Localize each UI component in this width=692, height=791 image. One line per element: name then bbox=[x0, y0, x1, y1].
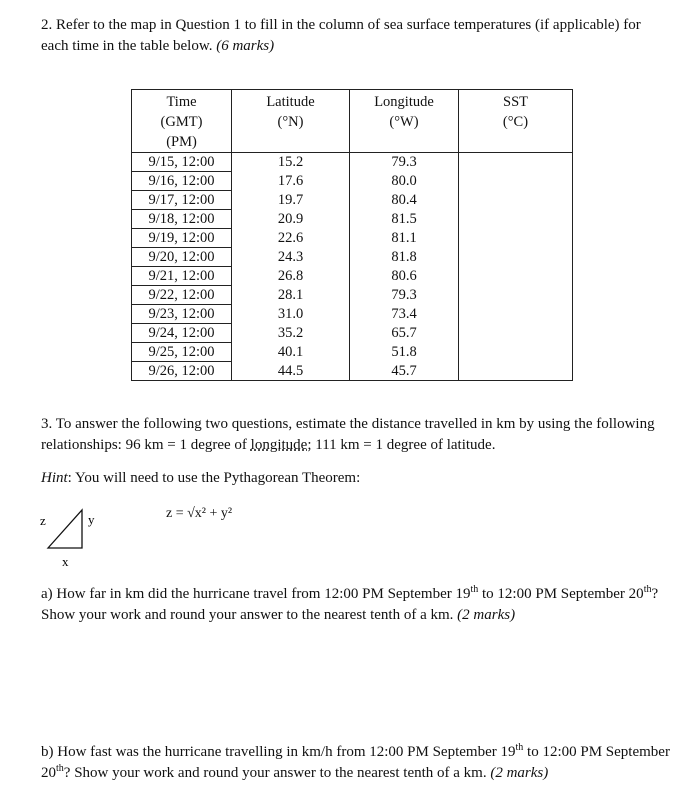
question-3-intro bbox=[41, 414, 671, 456]
table-cell: 9/18, 12:00 bbox=[132, 210, 232, 229]
header-line: Time bbox=[166, 94, 197, 110]
sst-input-cell[interactable] bbox=[459, 286, 573, 305]
table-row bbox=[132, 172, 573, 191]
table-cell: 9/16, 12:00 bbox=[132, 172, 232, 191]
pythagorean-formula: z = √x² + y² bbox=[166, 506, 233, 521]
sst-input-cell[interactable] bbox=[459, 267, 573, 286]
table-cell: 15.2 bbox=[232, 153, 350, 172]
table-row bbox=[132, 324, 573, 343]
header-line: SST bbox=[503, 94, 528, 110]
table-row bbox=[132, 191, 573, 210]
table-header-cell bbox=[232, 90, 350, 153]
question-3-text: 3. To answer the following two questions, estimate the distance travelled in km by using the following relationships: 96 km = 1 degree of bbox=[41, 416, 655, 453]
table-row bbox=[132, 153, 573, 172]
table-header-cell bbox=[459, 90, 573, 153]
sst-input-cell[interactable] bbox=[459, 210, 573, 229]
question-3a bbox=[41, 584, 671, 626]
table-row bbox=[132, 267, 573, 286]
table-cell: 40.1 bbox=[232, 343, 350, 362]
table-cell: 44.5 bbox=[232, 362, 350, 381]
table-cell: 79.3 bbox=[350, 286, 459, 305]
table-cell: 81.8 bbox=[350, 248, 459, 267]
qa-marks: (2 marks) bbox=[457, 607, 516, 623]
hint-label: Hint bbox=[41, 470, 68, 486]
header-line: (GMT) bbox=[160, 114, 203, 130]
qb-text-3: ? Show your work and round your answer to the nearest tenth of a km. bbox=[63, 765, 491, 781]
table-cell: 9/21, 12:00 bbox=[132, 267, 232, 286]
hint bbox=[41, 470, 360, 487]
qa-sup-2: th bbox=[643, 584, 652, 595]
header-line: (PM) bbox=[166, 134, 197, 150]
triangle-label-z: z bbox=[40, 513, 46, 528]
table-header-cell bbox=[350, 90, 459, 153]
table-cell: 80.4 bbox=[350, 191, 459, 210]
table-cell: 65.7 bbox=[350, 324, 459, 343]
table-cell: 22.6 bbox=[232, 229, 350, 248]
table-cell: 28.1 bbox=[232, 286, 350, 305]
table-cell: 24.3 bbox=[232, 248, 350, 267]
table-cell: 9/22, 12:00 bbox=[132, 286, 232, 305]
table-cell: 80.6 bbox=[350, 267, 459, 286]
sst-input-cell[interactable] bbox=[459, 343, 573, 362]
table-cell: 9/15, 12:00 bbox=[132, 153, 232, 172]
sst-input-cell[interactable] bbox=[459, 305, 573, 324]
table-row bbox=[132, 305, 573, 324]
question-2-marks: (6 marks) bbox=[216, 38, 275, 54]
table-cell: 73.4 bbox=[350, 305, 459, 324]
table-cell: 17.6 bbox=[232, 172, 350, 191]
sst-input-cell[interactable] bbox=[459, 324, 573, 343]
qb-text-2: to 12:00 PM September 20 bbox=[41, 744, 670, 781]
table-cell: 79.3 bbox=[350, 153, 459, 172]
table-cell: 81.1 bbox=[350, 229, 459, 248]
header-line: (°N) bbox=[277, 114, 304, 130]
table-cell: 51.8 bbox=[350, 343, 459, 362]
sst-input-cell[interactable] bbox=[459, 229, 573, 248]
longitude-word: longitude; bbox=[250, 437, 312, 453]
right-triangle-diagram bbox=[40, 500, 110, 575]
qb-sup-1: th bbox=[515, 742, 524, 753]
qa-text-2: to 12:00 PM September 20 bbox=[478, 586, 644, 602]
table-cell: 81.5 bbox=[350, 210, 459, 229]
qb-sup-2: th bbox=[56, 763, 64, 774]
table-cell: 26.8 bbox=[232, 267, 350, 286]
qa-sup-1: th bbox=[470, 584, 479, 595]
table-cell: 31.0 bbox=[232, 305, 350, 324]
header-line: (°W) bbox=[389, 114, 419, 130]
table-cell: 35.2 bbox=[232, 324, 350, 343]
table-header-row bbox=[132, 90, 573, 153]
table-cell: 9/25, 12:00 bbox=[132, 343, 232, 362]
table-cell: 9/23, 12:00 bbox=[132, 305, 232, 324]
question-3-text-end: 111 km = 1 degree of latitude. bbox=[311, 437, 496, 453]
table-row bbox=[132, 248, 573, 267]
hurricane-data-table bbox=[131, 89, 573, 381]
hint-text: : You will need to use the Pythagorean Theorem: bbox=[67, 470, 361, 486]
table-header-cell bbox=[132, 90, 232, 153]
sst-input-cell[interactable] bbox=[459, 153, 573, 172]
qb-text-1: b) How fast was the hurricane travelling in km/h from 12:00 PM September 19 bbox=[41, 744, 516, 760]
header-line: (°C) bbox=[502, 114, 529, 130]
table-cell: 45.7 bbox=[350, 362, 459, 381]
table-row bbox=[132, 343, 573, 362]
table-cell: 9/17, 12:00 bbox=[132, 191, 232, 210]
table-cell: 9/24, 12:00 bbox=[132, 324, 232, 343]
question-2 bbox=[41, 15, 671, 57]
triangle-label-y: y bbox=[88, 512, 95, 527]
header-line: Longitude bbox=[374, 94, 434, 110]
qb-marks: (2 marks) bbox=[490, 765, 549, 781]
sst-input-cell[interactable] bbox=[459, 362, 573, 381]
table-cell: 9/20, 12:00 bbox=[132, 248, 232, 267]
triangle-icon bbox=[40, 500, 110, 570]
table-row bbox=[132, 210, 573, 229]
sst-input-cell[interactable] bbox=[459, 248, 573, 267]
qa-text-3: ? Show your work and round your answer to the nearest tenth of a km. bbox=[41, 586, 659, 623]
sst-input-cell[interactable] bbox=[459, 172, 573, 191]
table-cell: 9/26, 12:00 bbox=[132, 362, 232, 381]
table-cell: 20.9 bbox=[232, 210, 350, 229]
triangle-label-x: x bbox=[62, 554, 69, 569]
question-3b bbox=[41, 742, 671, 784]
question-2-text: 2. Refer to the map in Question 1 to fill in the column of sea surface temperatures (if applicable) for each time in the table below. bbox=[41, 17, 641, 54]
table-cell: 19.7 bbox=[232, 191, 350, 210]
table-row bbox=[132, 286, 573, 305]
table-row bbox=[132, 229, 573, 248]
table-cell: 9/19, 12:00 bbox=[132, 229, 232, 248]
table-cell: 80.0 bbox=[350, 172, 459, 191]
sst-input-cell[interactable] bbox=[459, 191, 573, 210]
header-line: Latitude bbox=[266, 94, 315, 110]
table-row bbox=[132, 362, 573, 381]
qa-text-1: a) How far in km did the hurricane travel from 12:00 PM September 19 bbox=[41, 586, 471, 602]
